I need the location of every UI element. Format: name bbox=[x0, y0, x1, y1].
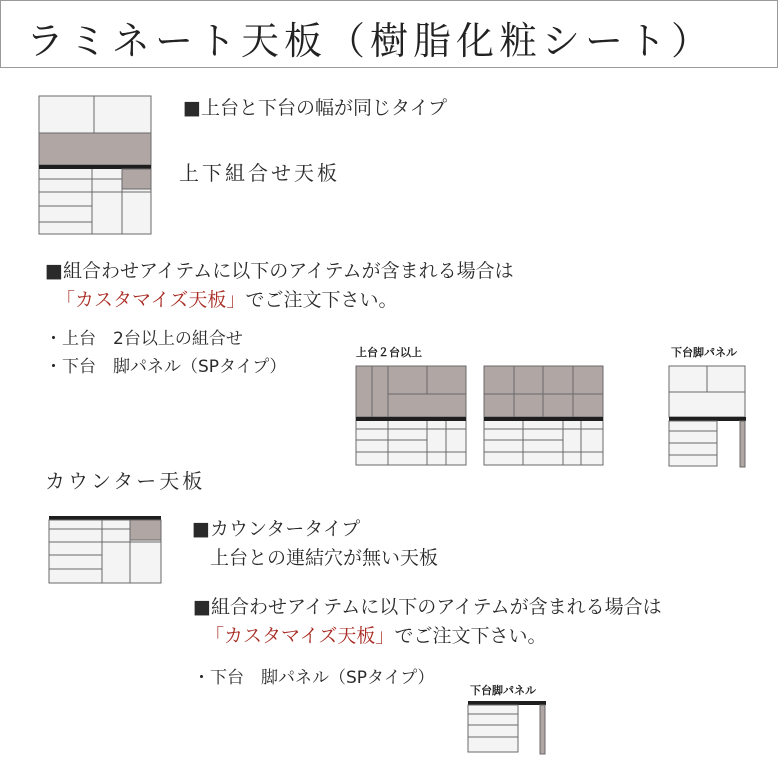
condition-item: ・上台 2台以上の組合せ bbox=[45, 329, 243, 349]
type-note: ■上台と下台の幅が同じタイプ bbox=[183, 97, 448, 119]
leg-panel-illustration bbox=[668, 365, 748, 469]
custom-note: ■組合わせアイテムに以下のアイテムが含まれる場合は bbox=[45, 260, 514, 282]
counter-custom-order-line bbox=[205, 621, 546, 648]
customize-top-highlight: 「カスタマイズ天板」 bbox=[56, 289, 246, 311]
counter-type-desc: 上台との連結穴が無い天板 bbox=[210, 547, 439, 569]
leg-panel-label: 下台脚パネル bbox=[671, 346, 737, 359]
custom-order-suffix: でご注文下さい。 bbox=[394, 625, 547, 647]
combined-top-illustration bbox=[38, 95, 152, 235]
counter-section-heading: カウンター天板 bbox=[45, 469, 206, 493]
top-name: 上下組合せ天板 bbox=[179, 161, 340, 185]
counter-condition-item: ・下台 脚パネル（SPタイプ） bbox=[193, 668, 435, 688]
page-title: ラミネート天板（樹脂化粧シート） bbox=[26, 19, 715, 63]
two-upper-units-illustration-a bbox=[355, 365, 467, 466]
two-upper-units-illustration-b bbox=[483, 365, 604, 466]
upper-two-label: 上台２台以上 bbox=[356, 346, 422, 359]
condition-item: ・下台 脚パネル（SPタイプ） bbox=[45, 357, 287, 377]
customize-top-highlight: 「カスタマイズ天板」 bbox=[205, 625, 395, 647]
counter-custom-note: ■組合わせアイテムに以下のアイテムが含まれる場合は bbox=[193, 596, 662, 618]
custom-order-line bbox=[56, 285, 397, 312]
custom-order-suffix: でご注文下さい。 bbox=[245, 289, 398, 311]
counter-leg-panel-illustration bbox=[467, 700, 549, 756]
counter-top-illustration bbox=[48, 515, 162, 585]
counter-leg-panel-label: 下台脚パネル bbox=[470, 684, 536, 697]
counter-type-note: ■カウンタータイプ bbox=[192, 518, 361, 540]
